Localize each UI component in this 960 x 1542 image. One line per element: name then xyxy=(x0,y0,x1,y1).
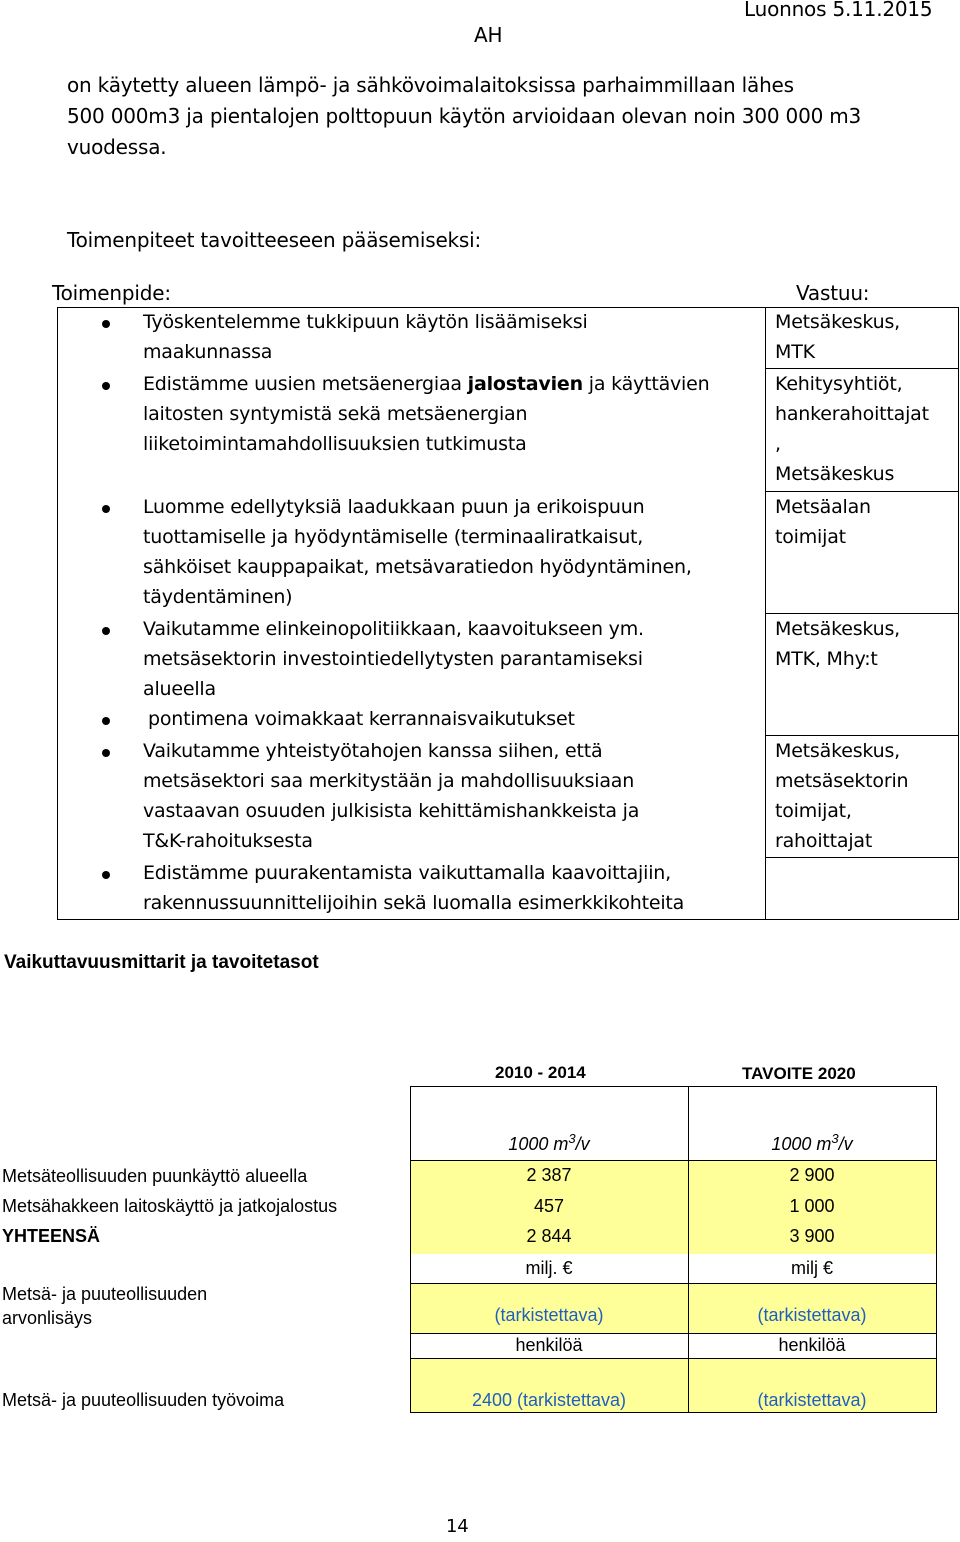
unit-text: /v xyxy=(838,1134,853,1154)
header-initials: AH xyxy=(474,23,503,47)
unit-cell xyxy=(688,1131,936,1155)
metric-value: 2 387 xyxy=(526,1165,572,1185)
metric-label-line: Metsä- ja puuteollisuuden xyxy=(2,1284,208,1304)
measure-text-part: ja käyttävien xyxy=(582,373,710,395)
metric-label-total: YHTEENSÄ xyxy=(2,1226,101,1246)
bullet-icon xyxy=(102,505,110,513)
measure-text-part: Edistämme uusien metsäenergiaa xyxy=(143,373,468,395)
responsible-line: toimijat, xyxy=(775,800,852,822)
responsible-cell xyxy=(775,369,955,489)
unit-cell: henkilöä xyxy=(778,1335,846,1355)
measures-table xyxy=(57,307,959,920)
measure-line: Luomme edellytyksiä laadukkaan puun ja erikoispuun xyxy=(143,496,645,518)
responsible-line: Metsäkeskus, xyxy=(775,618,900,640)
unit-cell: henkilöä xyxy=(515,1335,583,1355)
metric-value: 2 844 xyxy=(526,1226,572,1246)
measure-text xyxy=(143,858,763,918)
responsible-line: Metsäkeskus, xyxy=(775,740,900,762)
unit-sup: 3 xyxy=(831,1131,839,1146)
responsible-line: rahoittajat xyxy=(775,830,873,852)
responsible-line: MTK xyxy=(775,341,815,363)
bullet-icon xyxy=(102,382,110,390)
measure-text xyxy=(143,614,763,704)
metric-value: 457 xyxy=(533,1196,565,1216)
measure-line: Työskentelemme tukkipuun käytön lisäämiseksi xyxy=(143,311,588,333)
intro-line: vuodessa. xyxy=(67,135,167,159)
metric-value: 1 000 xyxy=(789,1196,835,1216)
measure-line: T&K-rahoituksesta xyxy=(143,830,313,852)
bullet-icon xyxy=(102,871,110,879)
metric-value: (tarkistettava) xyxy=(757,1390,867,1410)
draft-date: Luonnos 5.11.2015 xyxy=(744,0,933,21)
measure-line: täydentäminen) xyxy=(143,586,293,608)
measure-line: liiketoimintamahdollisuuksien tutkimusta xyxy=(143,433,527,455)
intro-line: 500 000m3 ja pientalojen polttopuun käytön arvioidaan olevan noin 300 000 m3 xyxy=(67,104,862,128)
measure-line: Edistämme puurakentamista vaikuttamalla kaavoittajiin, xyxy=(143,862,671,884)
unit-text: 1000 m xyxy=(771,1134,832,1154)
responsible-cell xyxy=(775,492,955,552)
bullet-icon xyxy=(102,717,110,725)
col-header-action: Toimenpide: xyxy=(52,281,171,305)
intro-paragraph xyxy=(67,70,947,163)
responsible-cell xyxy=(775,307,955,367)
metric-label: Metsähakkeen laitoskäyttö ja jatkojalostus xyxy=(2,1196,338,1216)
metric-label: Metsäteollisuuden puunkäyttö alueella xyxy=(2,1166,308,1186)
metrics-col-target: TAVOITE 2020 xyxy=(742,1064,856,1083)
unit-cell xyxy=(410,1131,688,1155)
bullet-icon xyxy=(102,749,110,757)
metric-label-line: arvonlisäys xyxy=(2,1308,93,1328)
measure-line: metsäsektorin investointiedellytysten parantamiseksi xyxy=(143,648,643,670)
responsible-line: hankerahoittajat xyxy=(775,403,929,425)
measure-line: rakennussuunnittelijoihin sekä luomalla esimerkkikohteita xyxy=(143,892,685,914)
metric-value: (tarkistettava) xyxy=(494,1305,604,1325)
measure-line: tuottamiselle ja hyödyntämiselle (terminaaliratkaisut, xyxy=(143,526,644,548)
intro-line: on käytetty alueen lämpö- ja sähkövoimalaitoksissa parhaimmillaan lähes xyxy=(67,73,794,97)
measure-line: metsäsektori saa merkitystään ja mahdollisuuksiaan xyxy=(143,770,635,792)
measure-line: laitosten syntymistä sekä metsäenergian xyxy=(143,403,528,425)
metrics-heading: Vaikuttavuusmittarit ja tavoitetasot xyxy=(4,952,319,973)
measure-line: vastaavan osuuden julkisista kehittämishankkeista ja xyxy=(143,800,640,822)
metric-value: 3 900 xyxy=(789,1226,835,1246)
measure-line: alueella xyxy=(143,678,216,700)
measure-line: Vaikutamme elinkeinopolitiikkaan, kaavoitukseen ym. xyxy=(143,618,644,640)
col-header-responsible: Vastuu: xyxy=(796,281,870,305)
measure-line xyxy=(143,369,763,399)
bullet-icon xyxy=(102,627,110,635)
responsible-cell xyxy=(775,736,955,856)
measure-line: maakunnassa xyxy=(143,341,273,363)
measure-line: Vaikutamme yhteistyötahojen kanssa siihen, että xyxy=(143,740,603,762)
responsible-line: toimijat xyxy=(775,526,846,548)
measure-text-bold: jalostavien xyxy=(467,373,583,395)
metric-value: (tarkistettava) xyxy=(757,1305,867,1325)
metrics-col-period: 2010 - 2014 xyxy=(495,1063,586,1082)
responsible-line: , xyxy=(775,433,781,455)
metric-value: 2 900 xyxy=(789,1165,835,1185)
page-number: 14 xyxy=(446,1516,469,1537)
responsible-line: MTK, Mhy:t xyxy=(775,648,878,670)
unit-cell: milj. € xyxy=(525,1258,573,1278)
responsible-line: Kehitysyhtiöt, xyxy=(775,373,903,395)
measure-line: sähköiset kauppapaikat, metsävaratiedon hyödyntäminen, xyxy=(143,556,692,578)
responsible-line: Metsäkeskus, xyxy=(775,311,900,333)
measure-text xyxy=(143,369,763,459)
measure-subline: pontimena voimakkaat kerrannaisvaikutukset xyxy=(148,708,575,730)
measures-heading: Toimenpiteet tavoitteeseen pääsemiseksi: xyxy=(67,228,482,252)
responsible-line: Metsäkeskus xyxy=(775,463,895,485)
responsible-line: Metsäalan xyxy=(775,496,871,518)
metric-label: Metsä- ja puuteollisuuden työvoima xyxy=(2,1390,285,1410)
unit-sup: 3 xyxy=(568,1131,576,1146)
measure-text xyxy=(143,736,763,856)
unit-cell: milj € xyxy=(790,1258,833,1278)
responsible-cell xyxy=(775,614,955,674)
measure-text xyxy=(143,492,763,612)
metric-value: 2400 (tarkistettava) xyxy=(471,1390,627,1410)
unit-text: /v xyxy=(575,1134,590,1154)
measure-text xyxy=(143,307,763,367)
responsible-line: metsäsektorin xyxy=(775,770,909,792)
bullet-icon xyxy=(102,320,110,328)
unit-text: 1000 m xyxy=(508,1134,569,1154)
metric-label xyxy=(2,1282,207,1330)
